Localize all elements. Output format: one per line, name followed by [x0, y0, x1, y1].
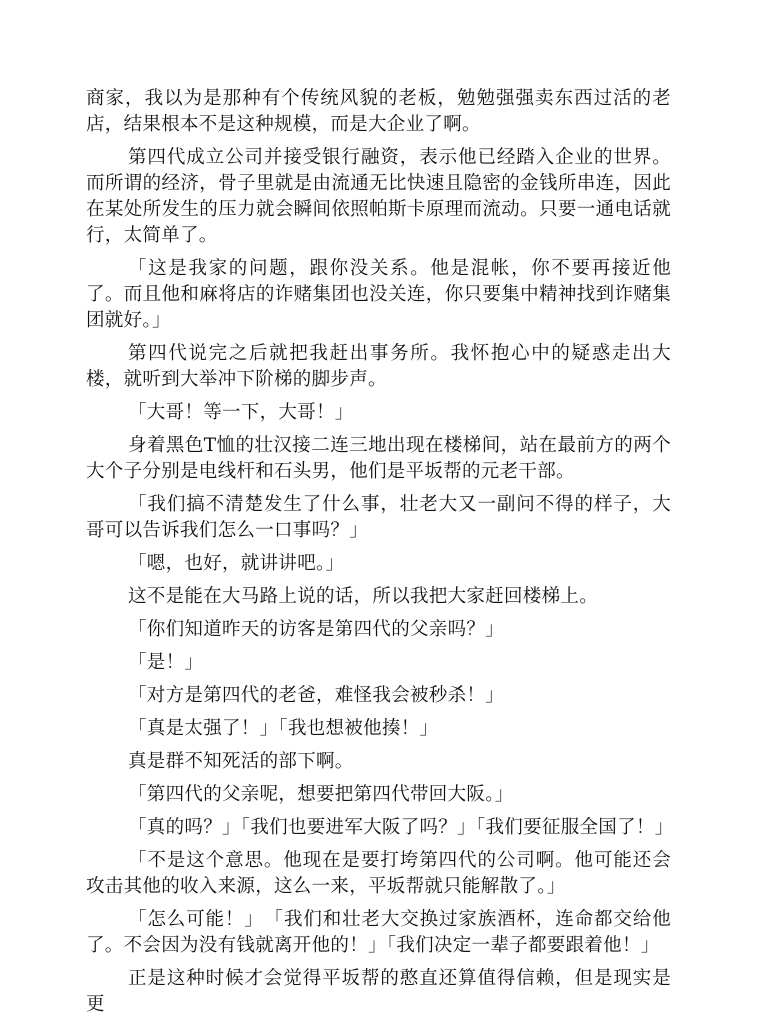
paragraph: 「真是太强了！」「我也想被他揍！」 — [128, 718, 439, 739]
paragraph: 第四代说完之后就把我赶出事务所。我怀抱心中的疑惑走出大楼，就听到大举冲下阶梯的脚步声。 — [86, 343, 671, 390]
paragraph: 「你们知道昨天的访客是第四代的父亲吗？」 — [128, 619, 505, 640]
paragraph: 「对方是第四代的老爸，难怪我会被秒杀！」 — [128, 685, 505, 706]
paragraph: 正是这种时候才会觉得平坂帮的憨直还算值得信赖，但是现实是更 — [86, 968, 671, 1015]
paragraph: 商家，我以为是那种有个传统风貌的老板，勉勉强强卖东西过活的老店，结果根本不是这种规模，而是大企业了啊。 — [86, 88, 671, 135]
paragraph: 「真的吗？」「我们也要进军大阪了吗？」「我们要征服全国了！」 — [128, 817, 674, 838]
paragraph: 「怎么可能！」 「我们和壮老大交换过家族酒杯，连命都交给他了。不会因为没有钱就离开他的！」「我们决定一辈子都要跟着他！」 — [86, 909, 671, 956]
paragraph: 「不是这个意思。他现在是要打垮第四代的公司啊。他可能还会攻击其他的收入来源，这么一来，平坂帮就只能解散了。」 — [86, 850, 671, 897]
paragraph: 身着黑色T恤的壮汉接二连三地出现在楼梯间，站在最前方的两个大个子分别是电线杆和石头男，他们是平坂帮的元老干部。 — [86, 435, 671, 482]
paragraph: 「大哥！等一下，大哥！」 — [128, 402, 354, 423]
paragraph: 「第四代的父亲呢，想要把第四代带回大阪。」 — [128, 784, 514, 805]
paragraph: 第四代成立公司并接受银行融资，表示他已经踏入企业的世界。而所谓的经济，骨子里就是由流通无比快速且隐密的金钱所串连，因此在某处所发生的压力就会瞬间依照帕斯卡原理而流动。只要一通电话就行，太简单了。 — [86, 147, 671, 246]
paragraph: 真是群不知死活的部下啊。 — [128, 751, 354, 772]
document-page — [86, 86, 674, 1025]
paragraph: 「这是我家的问题，跟你没关系。他是混帐，你不要再接近他了。而且他和麻将店的诈赌集团也没关连，你只要集中精神找到诈赌集团就好。」 — [86, 258, 671, 331]
paragraph: 这不是能在大马路上说的话，所以我把大家赶回楼梯上。 — [128, 586, 599, 607]
paragraph: 「我们搞不清楚发生了什么事，壮老大又一副问不得的样子，大哥可以告诉我们怎么一口事吗？」 — [86, 494, 671, 541]
paragraph: 「是！」 — [128, 652, 204, 673]
paragraph: 「嗯，也好，就讲讲吧。」 — [128, 553, 345, 574]
